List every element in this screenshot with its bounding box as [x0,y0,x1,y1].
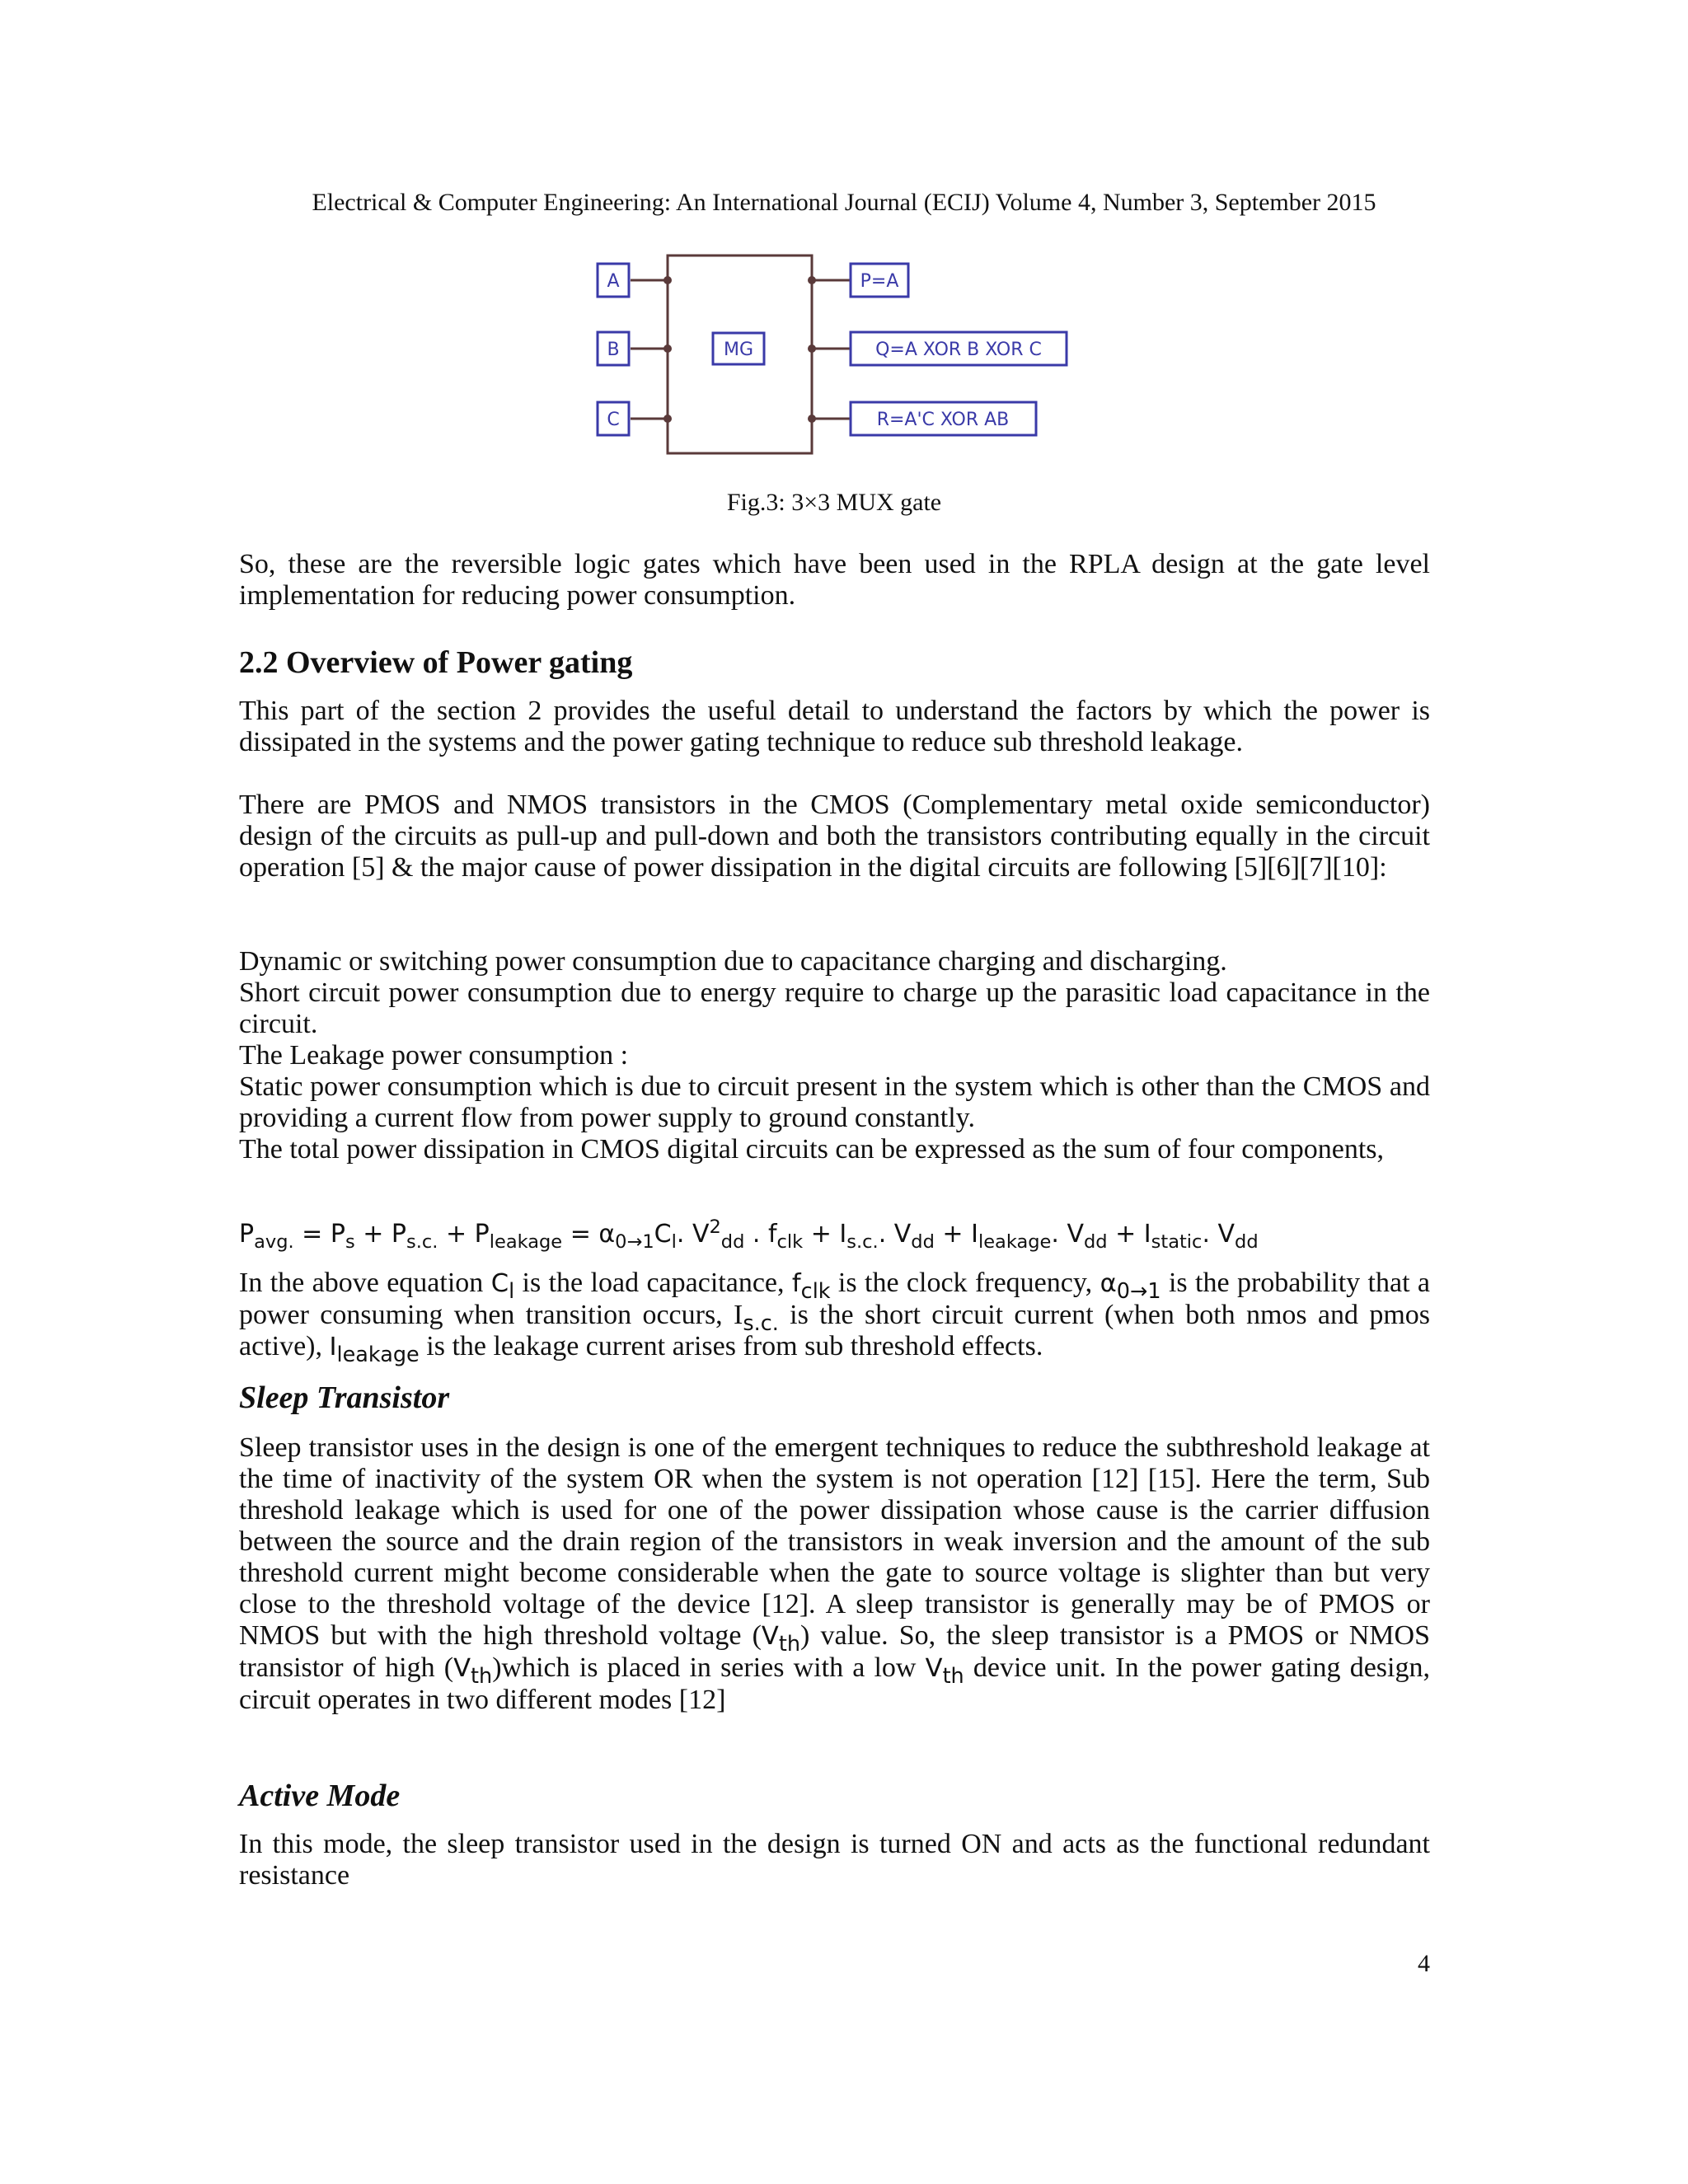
input-label-c: C [607,410,620,430]
list-item: The total power dissipation in CMOS digital circuits can be expressed as the sum of four components, [239,1134,1385,1165]
mux-gate-figure [589,251,1084,466]
input-dot-c [663,415,672,423]
paragraph-sleep-transistor: Sleep transistor uses in the design is one of the emergent techniques to reduce the subthreshold leakage at the time of inactivity of the system OR when the system is not operation [12] [15]. Here the term, Sub threshold leakage which is used for one of the power dissipation whose cause is the carrier diffusion between the source and the drain region of the transistors in weak inversion and the amount of the sub threshold current might become considerable when the gate to source voltage is slighter than but very close to the threshold voltage of the device [12]. A sleep transistor is generally may be of PMOS or NMOS but with the high threshold voltage $(V_{th})$ value. So, the sleep transistor is a PMOS or NMOS transistor of high $(V_{th})which$ is placed in series with a low $V_{th}$ device unit. In the power gating design, circuit operates in two different modes [12] [239,1432,1430,1715]
output-dot-r [808,415,816,423]
paragraph-active-mode: In this mode, the sleep transistor used in the design is turned ON and acts as the functional redundant resistance [239,1829,1430,1891]
sleep-transistor-heading: Sleep Transistor [239,1380,450,1415]
output-label-p: P=A [860,271,899,292]
output-label-r: R=A'C XOR AB [876,410,1010,430]
input-dot-a [663,276,672,284]
paragraph-cmos: There are PMOS and NMOS transistors in the CMOS (Complementary metal oxide semiconductor) design of the circuits as pull-up and pull-down and both the transistors contributing equally in the circuit operation [5] & the major cause of power dissipation in the digital circuits are following [5][6][7][10]: [239,790,1430,883]
list-item: The Leakage power consumption : [239,1040,629,1071]
journal-header: Electrical & Computer Engineering: An International Journal (ECIJ) Volume 4, Number 3, September 2015 [312,189,1376,216]
section-heading: 2.2 Overview of Power gating [239,645,633,680]
list-item: Short circuit power consumption due to energy require to charge up the parasitic load capacitance in the circuit. [239,977,1430,1039]
paragraph-equation-explanation: In the above equation $C_l$ is the load capacitance, $f_{clk}$ is the clock frequency, $\alpha_{0\to 1}$ is the probability that a power consuming when transition occurs, $I_{s.c.}$ is the short circuit current (when both nmos and pmos active), $I_{leakage}$ is the leakage current arises from sub threshold effects. [239,1268,1430,1367]
output-label-q: Q=A XOR B XOR C [875,340,1042,360]
paragraph-gates-summary: So, these are the reversible logic gates which have been used in the RPLA design at the gate level implementation for reducing power consumption. [239,549,1430,611]
active-mode-heading: Active Mode [239,1779,401,1813]
output-dot-p [808,276,816,284]
power-equation: $P_{avg.} = P_s + P_{s.c.} + P_{leakage} = \alpha_{0\to 1}C_l$. $V^2_{dd}$ . $f_{clk} + I_{s.c.}$. $V_{dd} + I_{leakage}$. $V_{dd} + I_{static}$. $V_{dd}$ [239,1216,1259,1253]
paragraph-section-intro: This part of the section 2 provides the useful detail to understand the factors by which the power is dissipated in the systems and the power gating technique to reduce sub threshold leakage. [239,696,1430,757]
input-label-b: B [607,340,620,360]
list-item: Static power consumption which is due to circuit present in the system which is other than the CMOS and providing a current flow from power supply to ground constantly. [239,1071,1430,1133]
input-dot-b [663,344,672,353]
mux-gate-diagram [589,251,1084,466]
page-number: 4 [1418,1950,1430,1977]
output-dot-q [808,344,816,353]
mg-label: MG [723,340,754,360]
dissipation-list [239,946,1430,1165]
input-label-a: A [607,271,620,292]
list-item: Dynamic or switching power consumption due to capacitance charging and discharging. [239,946,1227,977]
figure-caption: Fig.3: 3×3 MUX gate [726,489,942,516]
